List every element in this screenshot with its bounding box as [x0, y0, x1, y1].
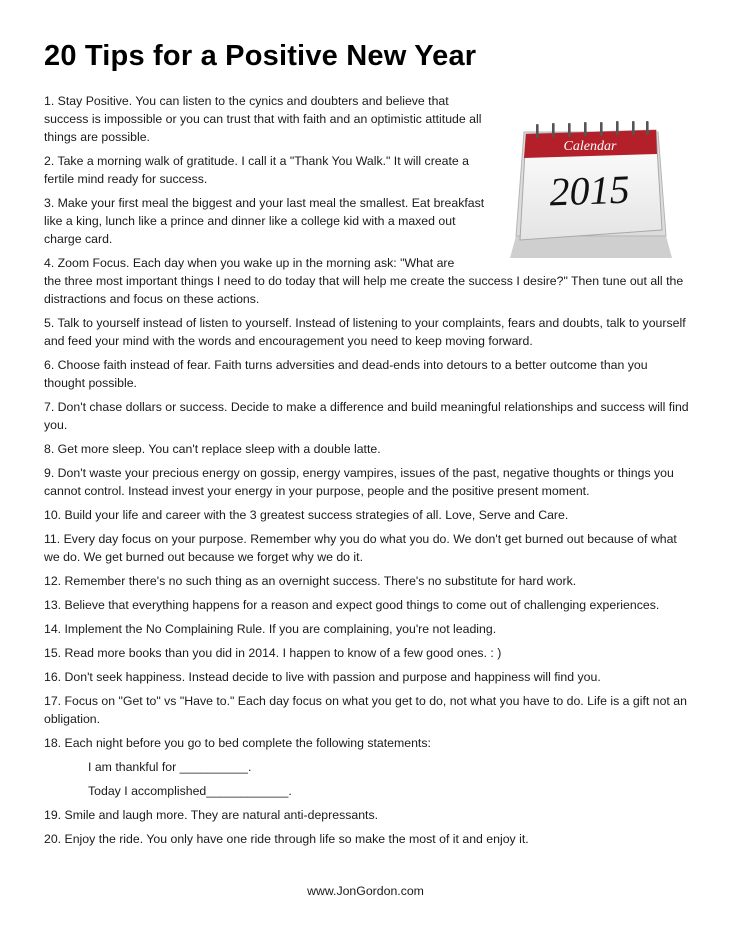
statement-accomplished: Today I accomplished____________.: [88, 784, 292, 798]
tip-item: 11. Every day focus on your purpose. Remember why you do what you do. We don't get burned out because of what we do. We get burned out because we forget why we do it.: [44, 532, 677, 564]
tip-item: 9. Don't waste your precious energy on gossip, energy vampires, issues of the past, negative thoughts or things you cannot control. Instead invest your energy in your purpose, people and the positive present moment.: [44, 466, 674, 498]
tip-item: 3. Make your first meal the biggest and your last meal the smallest. Eat breakfast like a king, lunch like a prince and dinner like a college kid with a maxed out charge card.: [44, 196, 485, 246]
tip-item: 14. Implement the No Complaining Rule. If you are complaining, you're not leading.: [44, 622, 497, 636]
tip-item: 6. Choose faith instead of fear. Faith turns adversities and dead-ends into detours to a better outcome than you thought possible.: [44, 358, 648, 390]
tip-item: 17. Focus on "Get to" vs "Have to." Each day focus on what you get to do, not what you have to do. Life is a gift not an obligation.: [44, 694, 687, 726]
tip-item: 16. Don't seek happiness. Instead decide to live with passion and purpose and happiness will find you.: [44, 670, 601, 684]
tip-item: 12. Remember there's no such thing as an overnight success. There's no substitute for hard work.: [44, 574, 577, 588]
tip-item: 2. Take a morning walk of gratitude. I call it a "Thank You Walk." It will create a fertile mind ready for success.: [44, 154, 469, 186]
tip-item-continuation: the three most important things I need to do today that will help me create the success I desire?" Then tune out all the distractions and focus on these actions.: [44, 274, 684, 306]
calendar-header-text: Calendar: [563, 139, 617, 154]
tip-item: 10. Build your life and career with the 3 greatest success strategies of all. Love, Serve and Care.: [44, 508, 569, 522]
tip-item-first-line: 4. Zoom Focus. Each day when you wake up in the morning ask: "What are: [44, 256, 455, 270]
tips-list: [44, 92, 690, 854]
tip-item: 8. Get more sleep. You can't replace sleep with a double latte.: [44, 442, 381, 456]
calendar-year: 2015: [548, 166, 631, 215]
tip-item: 15. Read more books than you did in 2014. I happen to know of a few good ones. : ): [44, 646, 502, 660]
tip-item: 7. Don't chase dollars or success. Decide to make a difference and build meaningful relationships and success will find you.: [44, 400, 689, 432]
website-footer: www.JonGordon.com: [307, 884, 424, 898]
tip-item: 1. Stay Positive. You can listen to the cynics and doubters and believe that success is impossible or you can trust that with faith and an optimistic attitude all things are possible.: [44, 94, 482, 144]
tip-item: 13. Believe that everything happens for a reason and expect good things to come out of challenging experiences.: [44, 598, 660, 612]
tip-item: 20. Enjoy the ride. You only have one ride through life so make the most of it and enjoy it.: [44, 832, 529, 846]
statement-thankful: I am thankful for __________.: [88, 760, 252, 774]
page-title: 20 Tips for a Positive New Year: [44, 40, 477, 72]
tip-item: 19. Smile and laugh more. They are natural anti-depressants.: [44, 808, 379, 822]
tip-item: [44, 254, 690, 308]
tip-item: 18. Each night before you go to bed complete the following statements:: [44, 736, 431, 750]
tip-item: 5. Talk to yourself instead of listen to yourself. Instead of listening to your complaints, fears and doubts, talk to yourself and feed your mind with the words and encouragement you need to keep moving forward.: [44, 316, 686, 348]
